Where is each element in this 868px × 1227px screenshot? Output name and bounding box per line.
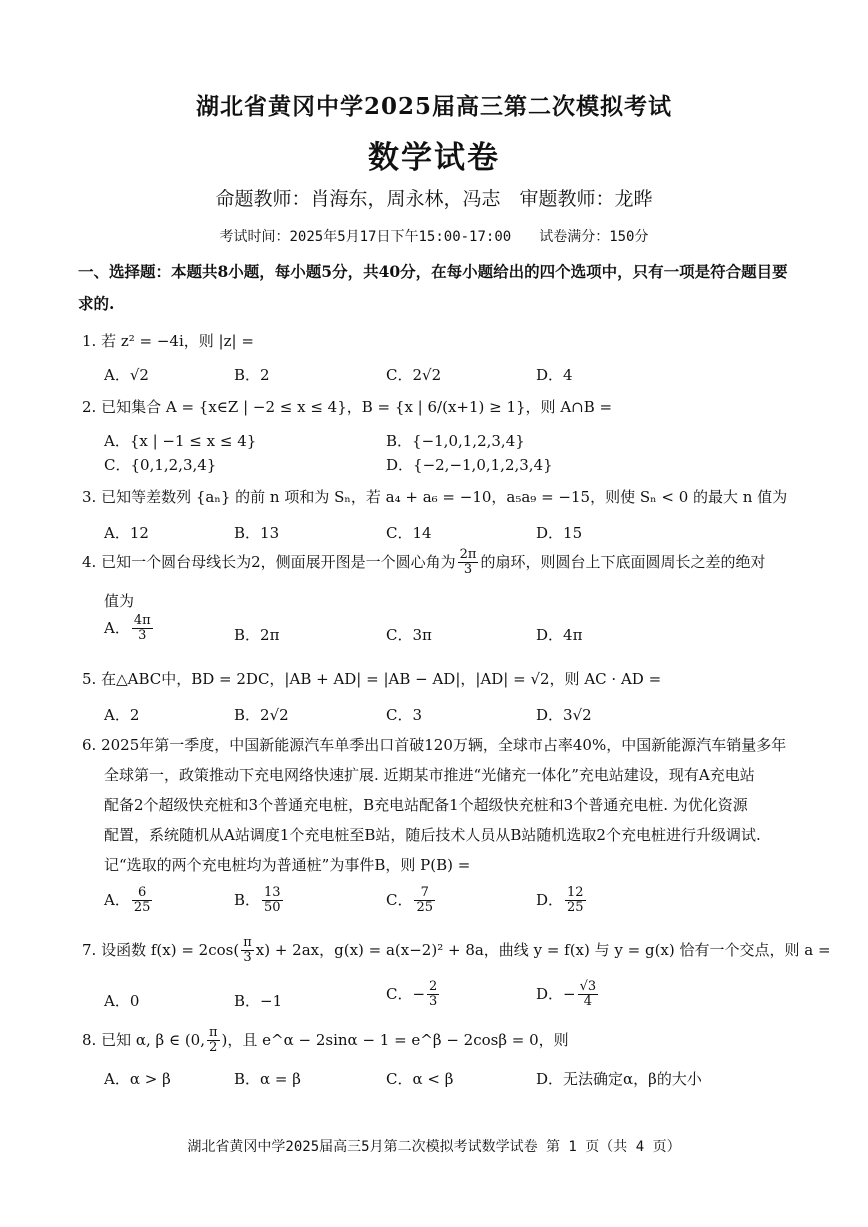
question-7-stem-a: 7. 设函数 f(x) = 2cos( [82, 940, 240, 959]
question-3-option-b: B．13 [234, 524, 280, 542]
question-6-option-d-fraction [565, 886, 586, 916]
question-5-stem: 5. 在△ABC中，BD = 2DC，|AB + AD| = |AB − AD|，|AD| = √2，则 AC · AD = [82, 670, 662, 688]
question-8-stem-b: )，且 e^α − 2sinα − 1 = e^β − 2cosβ = 0，则 [221, 1030, 569, 1049]
question-7-option-c-numerator: 2 [429, 979, 438, 994]
question-6-option-b-label: B． [234, 890, 261, 909]
question-3-stem: 3. 已知等差数列 {aₙ} 的前 n 项和为 Sₙ，若 a₄ + a₆ = −10，a₅a₉ = −15，则使 Sₙ < 0 的最大 n 值为 [82, 488, 788, 506]
question-6-option-d-label: D． [536, 890, 564, 909]
question-1-option-d: D．4 [536, 366, 573, 384]
question-6-line-3: 配备2个超级快充桩和3个普通充电桩，B充电站配备1个超级快充桩和3个普通充电桩. 为优化资源 [104, 796, 748, 814]
question-6-option-c-fraction [414, 886, 435, 916]
question-4-option-a [104, 614, 155, 644]
question-7-fraction-numerator: π [243, 935, 252, 950]
question-6-option-b-numerator: 13 [264, 885, 281, 900]
question-7-option-c-fraction [427, 980, 439, 1010]
question-7-option-d-numerator: √3 [579, 979, 597, 994]
question-6-option-a [104, 886, 154, 916]
question-7-fraction-denominator: 3 [243, 950, 252, 966]
question-4-option-d: D．4π [536, 626, 583, 644]
question-3-option-c: C．14 [386, 524, 432, 542]
question-8-option-b: B．α = β [234, 1070, 301, 1088]
question-6-option-b-denominator: 50 [264, 900, 281, 916]
question-4-option-a-fraction [132, 614, 153, 644]
exam-info: 考试时间：2025年5月17日下午15:00-17:00 试卷满分：150分 [219, 229, 649, 245]
question-6-option-b-fraction [262, 886, 283, 916]
section-heading: 一、选择题：本题共8小题，每小题5分，共40分，在每小题给出的四个选项中，只有一项是符合题目要求的. [78, 262, 788, 313]
question-6-option-a-label: A． [104, 890, 130, 909]
question-7-stem-b: x) + 2ax，g(x) = a(x−2)² + 8a，曲线 y = f(x) 与 y = g(x) 恰有一个交点，则 a = [255, 940, 831, 959]
question-1-option-b: B．2 [234, 366, 270, 384]
question-6-option-d-numerator: 12 [567, 885, 584, 900]
question-7-option-b: B．−1 [234, 992, 283, 1010]
question-4-option-a-denominator: 3 [138, 628, 147, 644]
question-4-option-a-label: A． [104, 618, 130, 637]
question-2-option-a: A．{x | −1 ≤ x ≤ 4} [104, 432, 257, 450]
question-7-option-d-fraction [578, 980, 599, 1010]
question-8-fraction [207, 1026, 220, 1056]
question-5-option-c: C．3 [386, 706, 423, 724]
question-7-option-c-label: C．− [386, 984, 426, 1003]
question-2-stem: 2. 已知集合 A = {x∈Z | −2 ≤ x ≤ 4}，B = {x | 6/(x+1) ≥ 1}，则 A∩B = [82, 398, 613, 416]
teachers-line: 命题教师：肖海东，周永林，冯志 审题教师：龙晔 [215, 188, 653, 210]
question-6-line-4: 配置，系统随机从A站调度1个充电桩至B站，随后技术人员从B站随机选取2个充电桩进行升级调试. [104, 826, 761, 844]
question-7-option-d-denominator: 4 [583, 994, 593, 1010]
question-6-option-c [386, 886, 437, 916]
question-6-option-d-denominator: 25 [567, 900, 584, 916]
question-3-option-a: A．12 [104, 524, 149, 542]
question-7-stem [82, 936, 831, 966]
question-8-fraction-numerator: π [209, 1025, 218, 1040]
question-6-option-b [234, 886, 285, 916]
question-6-line-1: 6. 2025年第一季度，中国新能源汽车单季出口首破120万辆，全球市占率40%，中国新能源汽车销量多年 [82, 736, 787, 754]
question-5-option-d: D．3√2 [536, 706, 592, 724]
question-4-fraction-numerator: 2π [459, 547, 477, 562]
question-7-option-d-label: D．− [536, 984, 576, 1003]
question-4-stem-text: 4. 已知一个圆台母线长为2，侧面展开图是一个圆心角为 [82, 552, 456, 571]
page-footer: 湖北省黄冈中学2025届高三5月第二次模拟考试数学试卷 第 1 页（共 4 页） [187, 1139, 681, 1155]
question-6-line-2: 全球第一，政策推动下充电网络快速扩展. 近期某市推进“光储充一体化”充电站建设，现有A充电站 [104, 766, 755, 784]
question-6-option-c-denominator: 25 [416, 900, 434, 916]
question-6-line-5: 记“选取的两个充电桩均为普通桩”为事件B，则 P(B) = [104, 856, 471, 874]
question-1-option-c: C．2√2 [386, 366, 442, 384]
question-3-option-d: D．15 [536, 524, 583, 542]
question-4-stem [82, 548, 765, 578]
question-2-option-d: D．{−2,−1,0,1,2,3,4} [386, 456, 553, 474]
question-6-option-a-numerator: 6 [132, 886, 153, 901]
question-4-fraction [458, 548, 479, 578]
question-4-fraction-denominator: 3 [463, 562, 473, 578]
question-8-option-a: A．α > β [104, 1070, 171, 1088]
question-4-option-b: B．2π [234, 626, 280, 644]
question-8-stem-a: 8. 已知 α, β ∈ (0, [82, 1030, 205, 1049]
question-4-option-c: C．3π [386, 626, 432, 644]
question-6-option-a-fraction [132, 886, 153, 916]
question-8-fraction-denominator: 2 [209, 1040, 218, 1056]
subject-title: 数学试卷 [368, 140, 500, 176]
question-6-option-c-label: C． [386, 890, 413, 909]
question-5-option-a: A．2 [104, 706, 140, 724]
question-7-option-a: A．0 [104, 992, 140, 1010]
question-5-option-b: B．2√2 [234, 706, 289, 724]
question-7-option-c-denominator: 3 [429, 994, 438, 1010]
question-6-option-c-numerator: 7 [414, 886, 435, 901]
question-1-stem: 1. 若 z² = −4i，则 |z| = [82, 332, 254, 350]
question-7-fraction [241, 936, 254, 966]
question-2-option-c: C．{0,1,2,3,4} [104, 456, 217, 474]
question-8-stem [82, 1026, 569, 1056]
question-1-option-a: A．√2 [104, 366, 149, 384]
question-6-option-d [536, 886, 588, 916]
question-8-option-d: D．无法确定α，β的大小 [536, 1070, 702, 1088]
exam-title: 湖北省黄冈中学2025届高三第二次模拟考试 [195, 93, 672, 120]
question-2-option-b: B．{−1,0,1,2,3,4} [386, 432, 525, 450]
question-4-option-a-numerator: 4π [133, 613, 151, 628]
question-6-option-a-denominator: 25 [133, 900, 151, 916]
question-7-option-c [386, 980, 441, 1010]
question-8-option-c: C．α < β [386, 1070, 454, 1088]
question-7-option-d [536, 980, 600, 1010]
question-4-stem-line2: 值为 [104, 592, 135, 610]
question-4-stem-tail: 的扇环，则圆台上下底面圆周长之差的绝对 [480, 552, 766, 571]
